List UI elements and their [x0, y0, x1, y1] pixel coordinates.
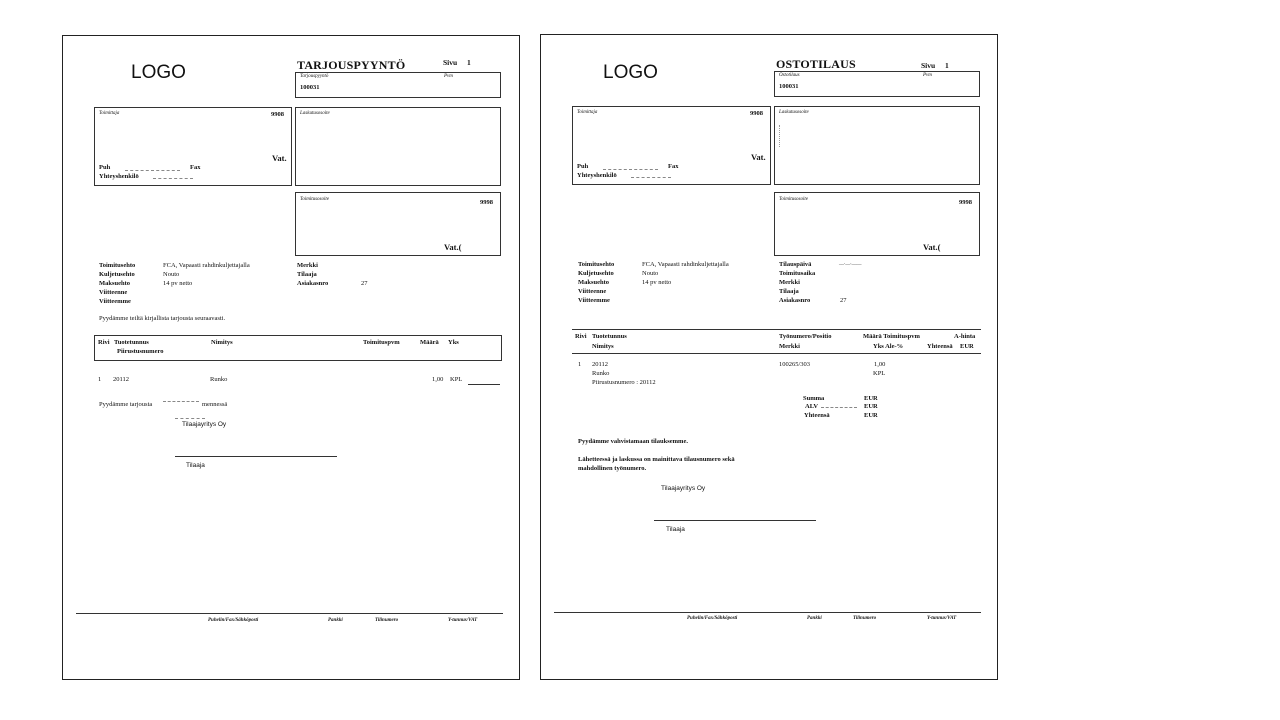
- date-label: Pvm: [444, 74, 453, 79]
- row-quantity: 1,00: [874, 361, 886, 368]
- supplier-code: 9908: [750, 110, 763, 117]
- term-label: Kuljetusehto: [578, 270, 614, 277]
- term-value: 14 pv netto: [163, 280, 193, 287]
- delivery-address-box: [295, 192, 501, 256]
- page-label: Sivu: [921, 61, 936, 70]
- supplier-vat-label: Vat.: [751, 152, 766, 162]
- col-yks: Yks: [448, 339, 459, 346]
- col-rivi: Rivi: [98, 339, 110, 346]
- delivery-code: 9998: [480, 199, 493, 206]
- footer-line: [554, 612, 981, 613]
- col-nimitys: Nimitys: [592, 343, 614, 350]
- contact-label: Yhteyshenkilö: [577, 172, 617, 179]
- signature-line: [654, 520, 816, 521]
- row-drawing-number: Piirustusnumero : 20112: [592, 379, 656, 386]
- billing-address-redacted: [779, 125, 780, 147]
- row-name: Runko: [592, 370, 610, 377]
- term-value: FCA, Vapaasti rahdinkuljettajalla: [642, 261, 729, 268]
- supplier-vat-label: Vat.: [272, 153, 287, 163]
- term-value: FCA, Vapaasti rahdinkuljettajalla: [163, 262, 250, 269]
- term-label: Asiakasnro: [297, 280, 329, 287]
- total-currency: EUR: [864, 412, 878, 419]
- logo: LOGO: [603, 62, 658, 83]
- contact-label: Yhteyshenkilö: [99, 173, 139, 180]
- deadline-text: Pyydämme tarjousta: [99, 401, 153, 408]
- contact-redacted: [631, 177, 671, 178]
- term-label: Maksuehto: [99, 280, 131, 287]
- col-tuotetunnus: Tuotetunnus: [592, 333, 627, 340]
- row-number: 1: [578, 361, 582, 368]
- row-product: 20112: [592, 361, 609, 368]
- items-header-bottom: [572, 353, 981, 354]
- term-label: Toimitusehto: [578, 261, 615, 268]
- delivery-vat-label: Vat.(: [444, 242, 462, 252]
- page-title: TARJOUSPYYNTÖ: [297, 58, 406, 72]
- delivery-address-box: [774, 192, 980, 256]
- footer-bank: Pankki: [328, 618, 343, 623]
- phone-redacted: [603, 169, 658, 170]
- col-rivi: Rivi: [575, 333, 587, 340]
- total-label: Yhteensä: [804, 412, 830, 419]
- term-value: 27: [361, 280, 368, 287]
- term-label: Viitteemme: [99, 298, 131, 305]
- col-yhteensa: Yhteensä: [927, 343, 953, 350]
- vat-label: ALV: [805, 403, 819, 410]
- document-number: 100031: [300, 84, 320, 91]
- row-number: 1: [98, 376, 102, 383]
- footer-account: Tilinumero: [853, 616, 877, 621]
- note-line-1: Lähetteessä ja laskussa on mainittava tilausnumero sekä: [578, 456, 735, 463]
- term-label: Toimitusehto: [99, 262, 136, 269]
- purchase-order-page: [540, 34, 998, 680]
- fax-label: Fax: [190, 164, 201, 171]
- delivery-address-label: Toimitusosoite: [300, 197, 329, 202]
- delivery-code: 9998: [959, 199, 972, 206]
- term-value: 14 pv netto: [642, 279, 672, 286]
- supplier-box: [94, 107, 292, 186]
- quote-request-page: [62, 35, 520, 680]
- col-merkki: Merkki: [779, 343, 800, 350]
- sum-label: Summa: [803, 395, 825, 402]
- col-yks-ale: Yks Ale-%: [873, 343, 904, 350]
- footer-vat: Y-tunnus/VAT: [927, 616, 957, 621]
- contact-redacted: [153, 178, 193, 179]
- footer-contact: Puhelin/Fax/Sähköposti: [687, 616, 738, 621]
- supplier-label: Toimittaja: [577, 110, 598, 115]
- footer-vat: Y-tunnus/VAT: [448, 618, 478, 623]
- term-label: Maksuehto: [578, 279, 610, 286]
- items-header: [94, 335, 502, 361]
- supplier-label: Toimittaja: [99, 111, 120, 116]
- row-quantity: 1,00: [432, 376, 444, 383]
- col-eur: EUR: [960, 343, 974, 350]
- date-redacted: [175, 418, 205, 419]
- term-label: Kuljetusehto: [99, 271, 135, 278]
- page-label: Sivu: [443, 58, 458, 67]
- request-text: Pyydämme teiltä kirjallista tarjousta seuraavasti.: [99, 315, 226, 322]
- row-work-number: 100265/303: [779, 361, 811, 368]
- deadline-text-post: mennessä: [202, 401, 228, 408]
- term-label: Tilauspäivä: [779, 261, 812, 268]
- delivery-vat-label: Vat.(: [923, 242, 941, 252]
- footer-account: Tilinumero: [375, 618, 399, 623]
- supplier-code: 9908: [271, 111, 284, 118]
- row-unit: KPL: [873, 370, 886, 377]
- document-number-box: [295, 72, 501, 98]
- row-unit: KPL: [450, 376, 463, 383]
- col-maara-toimituspvm: Määrä Toimituspvm: [863, 333, 920, 340]
- phone-redacted: [125, 170, 180, 171]
- page-number: 1: [945, 61, 949, 70]
- vat-currency: EUR: [864, 403, 878, 410]
- vat-redacted: [821, 407, 857, 408]
- document-number: 100031: [779, 83, 799, 90]
- col-piirustusnumero: Piirustusnumero: [117, 348, 164, 355]
- term-value: Nouto: [642, 270, 659, 277]
- term-value: Nouto: [163, 271, 180, 278]
- billing-address-label: Laskutusosoite: [300, 111, 330, 116]
- date-label: Pvm: [923, 73, 932, 78]
- col-toimituspvm: Toimituspvm: [363, 339, 400, 346]
- phone-label: Puh: [99, 164, 111, 171]
- row-product: 20112: [113, 376, 130, 383]
- col-tuotetunnus: Tuotetunnus: [114, 339, 149, 346]
- col-nimitys: Nimitys: [211, 339, 233, 346]
- sum-currency: EUR: [864, 395, 878, 402]
- row-line: [468, 384, 500, 385]
- supplier-box: [572, 106, 771, 185]
- col-a-hinta: A-hinta: [954, 333, 976, 340]
- document-number-box: [774, 71, 980, 97]
- term-label: Viitteemme: [578, 297, 610, 304]
- deadline-redacted: [163, 401, 199, 402]
- signer: Tilaaja: [666, 526, 685, 533]
- row-name: Runko: [210, 376, 228, 383]
- page-title: OSTOTILAUS: [776, 57, 856, 71]
- term-label: Asiakasnro: [779, 297, 811, 304]
- signature-line: [175, 456, 337, 457]
- col-tyonumero: Työnumero/Positio: [779, 333, 832, 340]
- phone-label: Puh: [577, 163, 589, 170]
- signer: Tilaaja: [186, 462, 205, 469]
- delivery-address-label: Toimitusosoite: [779, 197, 808, 202]
- document-label: Tarjouspyyntö: [300, 74, 329, 79]
- term-label: Merkki: [297, 262, 318, 269]
- items-header-top: [572, 329, 981, 330]
- term-value: 27: [840, 297, 847, 304]
- billing-address-label: Laskutusosoite: [779, 110, 809, 115]
- footer-line: [76, 613, 503, 614]
- term-label: Viitteenne: [578, 288, 607, 295]
- logo: LOGO: [131, 62, 186, 83]
- note-line-2: mahdollinen työnumero.: [578, 465, 647, 472]
- term-label: Tilaaja: [779, 288, 799, 295]
- term-label: Tilaaja: [297, 271, 317, 278]
- footer-bank: Pankki: [807, 616, 822, 621]
- page-number: 1: [467, 58, 471, 67]
- billing-address-box: [295, 107, 501, 186]
- term-label: Viitteenne: [99, 289, 128, 296]
- order-date-redacted: __.__.____: [839, 261, 862, 266]
- fax-label: Fax: [668, 163, 679, 170]
- col-maara: Määrä: [420, 339, 439, 346]
- confirm-text: Pyydämme vahvistamaan tilauksemme.: [578, 438, 688, 445]
- term-label: Toimitusaika: [779, 270, 816, 277]
- company-name: Tilaajayritys Oy: [661, 485, 706, 492]
- term-label: Merkki: [779, 279, 800, 286]
- document-label: Ostotilaus: [779, 73, 800, 78]
- billing-address-box: [774, 106, 980, 185]
- company-name: Tilaajayritys Oy: [182, 421, 227, 428]
- footer-contact: Puhelin/Fax/Sähköposti: [208, 618, 259, 623]
